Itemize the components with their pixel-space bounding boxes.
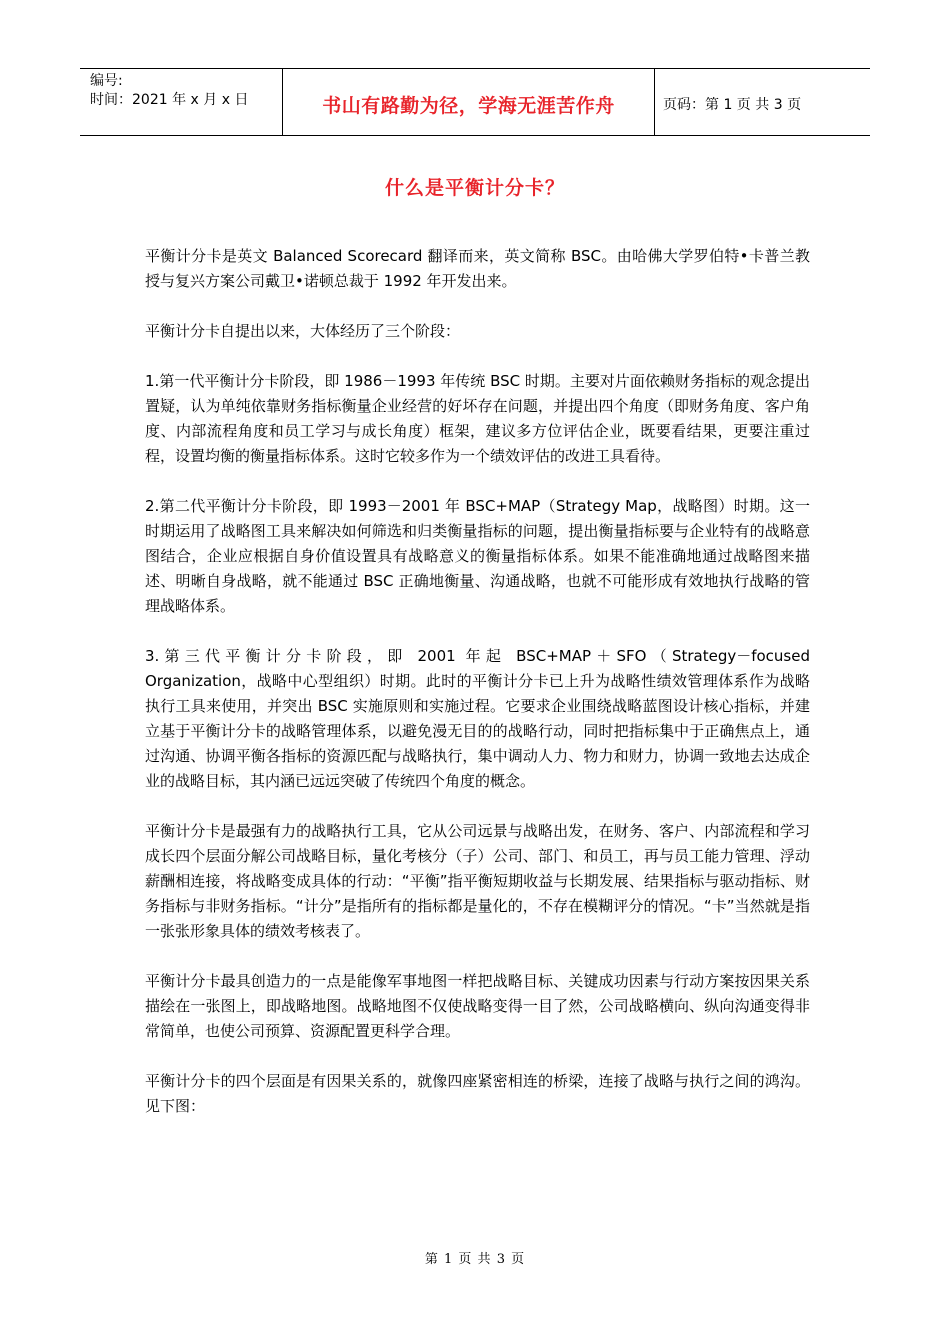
paragraph: 3.第三代平衡计分卡阶段，即 2001 年起 BSC+MAP＋SFO（Strategy－focused Organization，战略中心型组织）时期。此时的平衡计分卡已上升为战略性绩效管理体系作为战略执行工具来使用，并突出 BSC 实施原则和实施过程。它要求企业围绕战略蓝图设计核心指标，并建立基于平衡计分卡的战略管理体系，以避免漫无目的的战略行动，同时把指标集中于正确焦点上，通过沟通、协调平衡各指标的资源匹配与战略执行，集中调动人力、物力和财力，协调一致地去达成企业的战略目标，其内涵已远远突破了传统四个角度的概念。 (145, 647, 810, 790)
paragraph: 1.第一代平衡计分卡阶段，即 1986－1993 年传统 BSC 时期。主要对片面依赖财务指标的观念提出置疑，认为单纯依靠财务指标衡量企业经营的好坏存在问题，并提出四个角度（即财务角度、客户角度、内部流程角度和员工学习与成长角度）框架，建议多方位评估企业，既要看结果，更要注重过程，设置均衡的衡量指标体系。这时它较多作为一个绩效评估的改进工具看待。 (145, 372, 810, 465)
page-footer: 第 1 页 共 3 页 (424, 1252, 526, 1267)
header-info-cell (80, 69, 283, 135)
document-body (145, 244, 810, 1144)
header-motto: 书山有路勤为径，学海无涯苦作舟 (283, 69, 655, 135)
paragraph: 平衡计分卡自提出以来，大体经历了三个阶段： (145, 322, 461, 340)
paragraph: 平衡计分卡的四个层面是有因果关系的，就像四座紧密相连的桥梁，连接了战略与执行之间的鸿沟。见下图： (145, 1072, 810, 1115)
paragraph: 平衡计分卡是最强有力的战略执行工具，它从公司远景与战略出发，在财务、客户、内部流程和学习成长四个层面分解公司战略目标，量化考核分（子）公司、部门、和员工，再与员工能力管理、浮动薪酬相连接，将战略变成具体的行动：“平衡”指平衡短期收益与长期发展、结果指标与驱动指标、财务指标与非财务指标。“计分”是指所有的指标都是量化的，不存在模糊评分的情况。“卡”当然就是指一张张形象具体的绩效考核表了。 (145, 822, 810, 940)
paragraph: 2.第二代平衡计分卡阶段，即 1993－2001 年 BSC+MAP（Strategy Map，战略图）时期。这一时期运用了战略图工具来解决如何筛选和归类衡量指标的问题，提出衡量指标要与企业特有的战略意图结合，企业应根据自身价值设置具有战略意义的衡量指标体系。如果不能准确地通过战略图来描述、明晰自身战略，就不能通过 BSC 正确地衡量、沟通战略，也就不可能形成有效地执行战略的管理战略体系。 (145, 497, 810, 615)
paragraph: 平衡计分卡是英文 Balanced Scorecard 翻译而来，英文简称 BSC。由哈佛大学罗伯特•卡普兰教授与复兴方案公司戴卫•诺顿总裁于 1992 年开发出来。 (145, 247, 810, 290)
document-date: 时间：2021 年 x 月 x 日 (90, 92, 249, 108)
header-page-info: 页码：第 1 页 共 3 页 (663, 97, 802, 113)
header-table (80, 68, 870, 136)
paragraph: 平衡计分卡最具创造力的一点是能像军事地图一样把战略目标、关键成功因素与行动方案按因果关系描绘在一张图上，即战略地图。战略地图不仅使战略变得一目了然，公司战略横向、纵向沟通变得非常简单，也使公司预算、资源配置更科学合理。 (145, 972, 810, 1040)
document-title: 什么是平衡计分卡？ (384, 177, 565, 199)
document-number-label: 编号: (90, 73, 123, 89)
